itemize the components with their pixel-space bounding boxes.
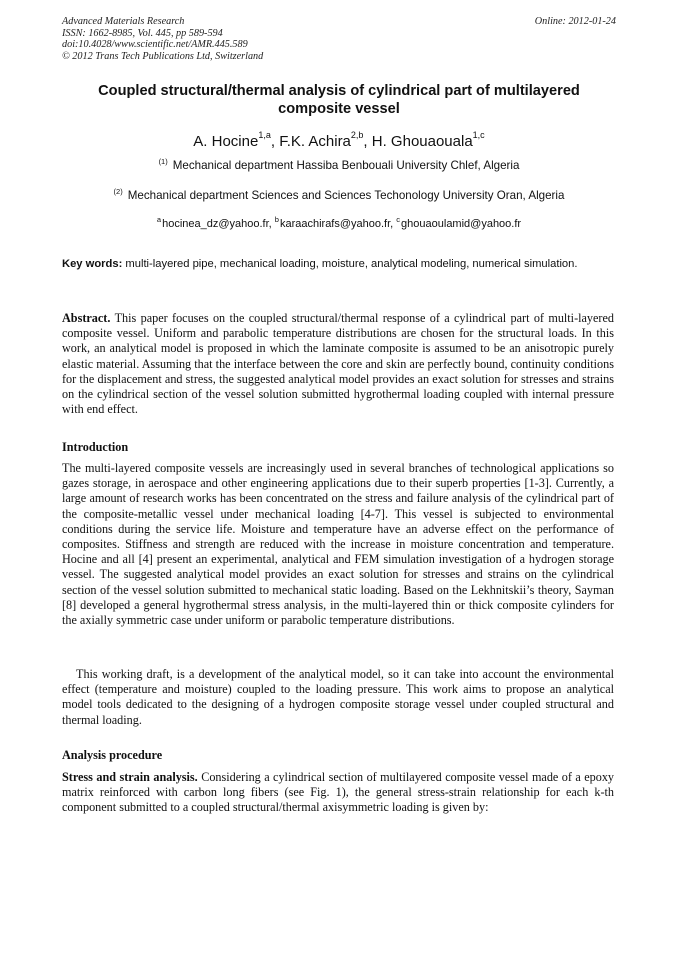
abstract-text: This paper focuses on the coupled structural/thermal response of a cylindrical part of multi-layered composite vessel. Uniform and parabolic temperature distributions are chosen for the structural loads. In this work, an analytical model is proposed in which the laminate composite is assumed to be an anisotropic purely elastic material. Assuming that the interface between the core and skin are perfectly bound, continuity conditions for the displacement and stress, the suggested analytical model provides an exact solution for stresses and strains on the cylindrical section of the vessel solution submitted hygrothermal loading coupled with internal pressure with end effect. (62, 311, 614, 417)
email-list (62, 213, 616, 231)
keywords-label: Key words: (62, 258, 123, 270)
affiliation (62, 155, 616, 173)
author-affiliation-mark: 1,c (472, 130, 485, 140)
author-name: A. Hocine (193, 133, 259, 150)
paper-title: Coupled structural/thermal analysis of cylindrical part of multilayered composite vessel (98, 83, 580, 117)
journal-copyright: © 2012 Trans Tech Publications Ltd, Switzerland (62, 50, 264, 62)
email-address: hocinea_dz@yahoo.fr, (162, 218, 272, 230)
section-heading-introduction: Introduction (62, 440, 129, 454)
journal-issn: ISSN: 1662-8985, Vol. 445, pp 589-594 (62, 27, 223, 39)
affiliation-text: Mechanical department Hassiba Benbouali University Chlef, Algeria (172, 159, 520, 172)
author-name: F.K. Achira (279, 133, 351, 150)
author-affiliation-mark: 2,b (350, 130, 364, 140)
affiliation-mark: (2) (113, 187, 123, 196)
author-name: H. Ghouaouala (371, 133, 473, 150)
keywords (62, 256, 614, 272)
abstract (62, 311, 614, 417)
journal-name: Advanced Materials Research (62, 16, 185, 27)
author-affiliation-mark: 1,a (258, 130, 271, 140)
email-address: ghouaoulamid@yahoo.fr (401, 218, 522, 230)
email-mark: b (274, 215, 279, 224)
journal-header (62, 16, 263, 62)
author-list: A. Hocine$^{1,a}$, F.K. Achira$^{2,b}$, H. Ghouaouala$^{1,c}$ (193, 130, 485, 150)
affiliation-mark: (1) (158, 157, 168, 166)
introduction-paragraph: The multi-layered composite vessels are increasingly used in several branches of technological applications so gazes storage, in aerospace and other engineering applications due to their superb properties [1-3]. Currently, a large amount of research works has been concentrated on the stress and failure analysis of the cylindrical part of the composite-metallic vessel under mechanical loading [4-7]. This vessel is subjected to environmental conditions during the service life. Moisture and temperature have an adverse effect on the performance of composites. Stiffness and strength are reduced with the increase in moisture concentration and temperature. Hocine and all [4] present an experimental, analytical and FEM simulation investigation of a hydrogen storage vessel. The suggested analytical model provides an exact solution for stresses and strains on the cylindrical section of the vessel solution submitted to mechanical static loading. Based on the Lekhnitskii’s theory, Sayman [8] developed a general hygrothermal stress analysis, in the multi-layered thin or thick composite cylinders for the axially symmetric case under uniform or parabolic temperature distributions. (62, 461, 614, 628)
email-address: karaachirafs@yahoo.fr, (279, 218, 394, 230)
subsection-heading: Stress and strain analysis. (62, 770, 198, 784)
analysis-text: Considering a cylindrical section of multilayered composite vessel made of a epoxy matrix reinforced with carbon long fibers (see Fig. 1), the general stress-strain relationship for each k-th component submitted to a coupled structural/thermal axisymmetric loading is given by: (62, 770, 615, 815)
email-mark: a (156, 215, 162, 224)
affiliation (62, 185, 616, 203)
affiliation-text: Mechanical department Sciences and Sciences Techonology University Oran, Algeria (127, 189, 565, 202)
keywords-text: multi-layered pipe, mechanical loading, moisture, analytical modeling, numerical simulation. (125, 258, 578, 270)
journal-doi: doi:10.4028/www.scientific.net/AMR.445.589 (62, 39, 248, 51)
email-mark: c (396, 215, 401, 224)
online-date: Online: 2012-01-24 (534, 16, 616, 27)
section-heading-analysis: Analysis procedure (62, 748, 163, 762)
abstract-label: Abstract. (62, 311, 111, 325)
analysis-paragraph (62, 770, 614, 816)
introduction-paragraph: This working draft, is a development of the analytical model, so it can take into account the environmental effect (temperature and moisture) coupled to the loading pressure. This work aims to propose an analytical model tools dedicated to the designing of a hydrogen composite storage vessel under coupled structural and thermal loading. (62, 667, 614, 727)
